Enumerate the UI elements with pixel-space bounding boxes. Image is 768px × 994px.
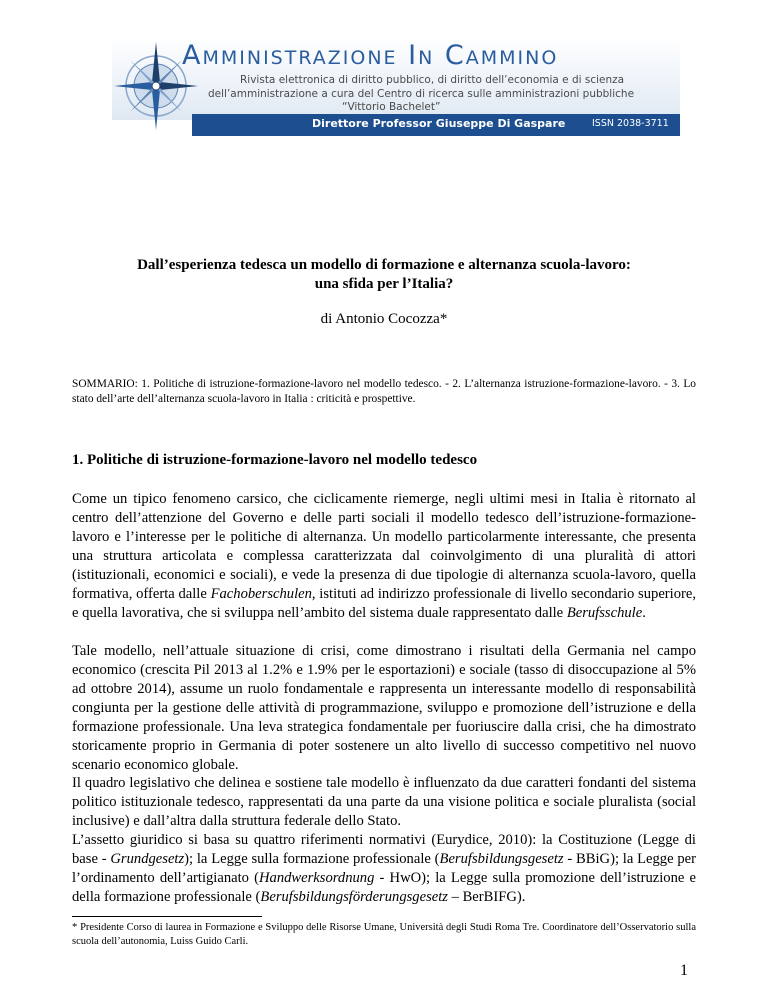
footnote-divider — [72, 916, 262, 917]
footnote: * Presidente Corso di laurea in Formazione e Sviluppo delle Risorse Umane, Università degli Studi Roma Tre. Coordinatore dell’Osservatorio sulla scuola dell’autonomia, Luiss Guido Carli. — [72, 922, 696, 947]
article-title-line-2: una sfida per l’Italia? — [314, 276, 454, 292]
article-title-line-1: Dall’esperienza tedesca un modello di formazione e alternanza scuola-lavoro: — [137, 257, 631, 273]
paragraph-3: Il quadro legislativo che delinea e sostiene tale modello è influenzato da due caratteri fondanti del sistema politico istituzionale tedesco, rappresentati da una parte da una visione politica e sociale pluralista (social inclusive) e dall’altra dalla struttura federale dello Stato. — [72, 775, 696, 829]
term-berufsbildungsgesetz: Berufsbildungsgesetz — [439, 851, 564, 867]
section-1-heading: 1. Politiche di istruzione-formazione-lavoro nel modello tedesco — [72, 452, 478, 468]
page-number: 1 — [680, 962, 688, 979]
journal-subtitle-line-2: dell’amministrazione a cura del Centro di ricerca sulle amministrazioni pubbliche — [208, 88, 635, 100]
paragraph-2: Tale modello, nell’attuale situazione di crisi, come dimostrano i risultati della Germania nel campo economico (crescita Pil 2013 al 1.2% e 1.9% per le esportazioni) e sociale (tasso di disoccupazione al 5% ad ottobre 2014), assume un ruolo fondamentale e rappresenta un interessante modello di responsabilità congiunta per la gestione delle attività di programmazione, sviluppo e promozione dell’istruzione e della formazione professionale. Una leva strategica fondamentale per fuoriuscire dalla crisi, che ha dimostrato storicamente proprio in Germania di poter sostenere un alto livello di successo competitivo nel nuovo scenario economico globale. — [72, 643, 696, 773]
article-title — [60, 256, 708, 294]
term-fachoberschulen: Fachoberschulen — [210, 586, 312, 602]
article-author: di Antonio Cocozza* — [320, 311, 448, 327]
term-grundgesetz: Grundgesetz — [110, 851, 185, 867]
paragraph-1: Come un tipico fenomeno carsico, che ciclicamente riemerge, negli ultimi mesi in Italia è ritornato al centro dell’attenzione del Governo e delle parti sociali il modello tedesco dell’istruzione-formazione-lavoro e l’interesse per le politiche di alternanza. Un modello particolarmente interessante, che presenta una struttura articolata e complessa caratterizzata dal coinvolgimento di una pluralità di attori (istituzionali, economici e sociali), e vede la presenza di due tipologie di alternanza scuola-lavoro, quella formativa, offerta dalle Fachoberschulen, istituti ad indirizzo professionale di livello secondario superiore, e quella lavorativa, che si sviluppa nell’ambito del sistema duale rappresentato dalle Berufsschule. — [72, 491, 696, 621]
term-handwerksordnung: Handwerksordnung — [258, 870, 375, 886]
term-berufsbildungsfoerderungsgesetz: Berufsbildungsförderungsgesetz — [260, 889, 448, 905]
journal-banner — [112, 36, 680, 136]
journal-issn: ISSN 2038-3711 — [592, 118, 669, 129]
journal-director: Direttore Professor Giuseppe Di Gaspare — [312, 117, 566, 130]
journal-subtitle-line-1: Rivista elettronica di diritto pubblico, di diritto dell’economia e di scienza — [240, 74, 625, 86]
paragraph-4: L’assetto giuridico si basa su quattro riferimenti normativi (Eurydice, 2010): la Costituzione (Legge di base - Grundgesetz); la Legge sulla formazione professionale (Berufsbildungsgesetz - BBiG); la Legge per l’ordinamento dell’artigianato (Handwerksordnung - HwO); la Legge sulla promozione dell’istruzione e della formazione professionale (Berufsbildungsförderungsgesetz – BerBIFG). — [72, 832, 697, 905]
article-summary: SOMMARIO: 1. Politiche di istruzione-formazione-lavoro nel modello tedesco. - 2. L’alternanza istruzione-formazione-lavoro. - 3. Lo stato dell’arte dell’alternanza scuola-lavoro in Italia : criticità e prospettive. — [72, 378, 696, 405]
journal-subtitle-line-3: “Vittorio Bachelet” — [342, 101, 441, 113]
journal-title: Amministrazione In Cammino — [182, 40, 559, 71]
term-berufsschule: Berufsschule — [566, 605, 643, 621]
